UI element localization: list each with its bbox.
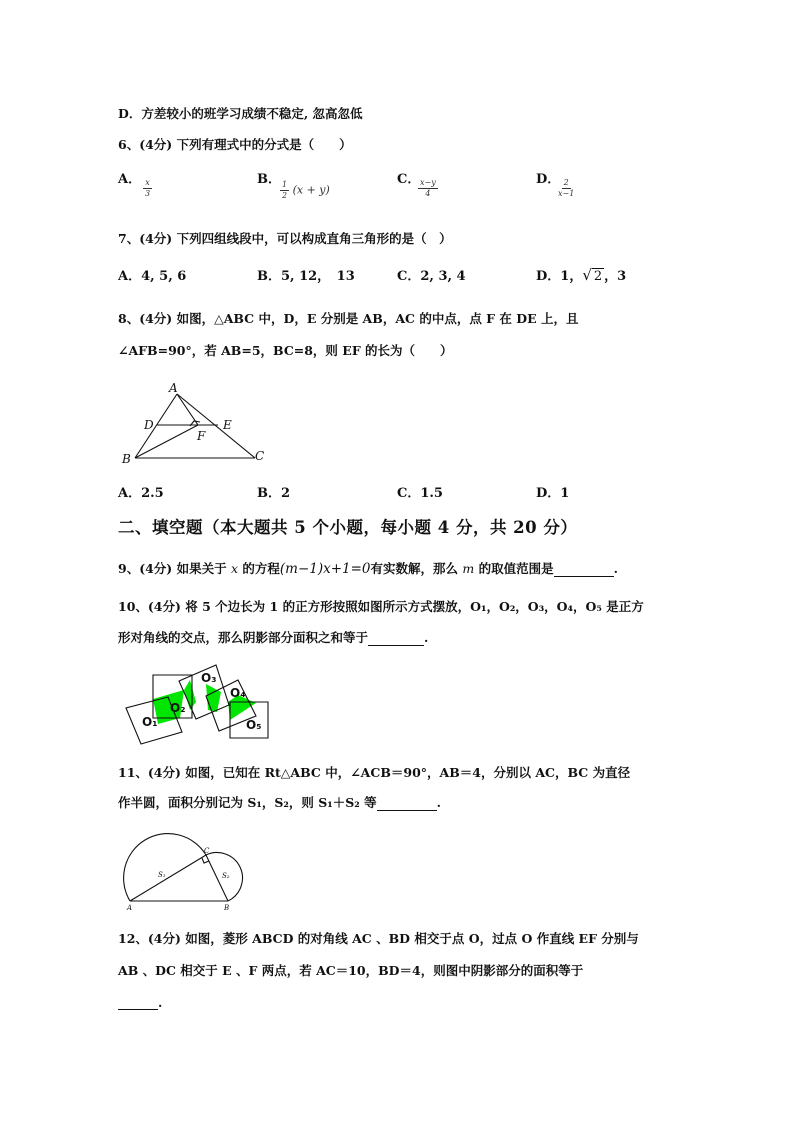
label-o1: O₁ xyxy=(142,715,158,729)
q10-squares-figure xyxy=(120,660,280,746)
q6-option-a: A． xyxy=(118,172,142,187)
q11-answer-blank[interactable] xyxy=(377,810,437,811)
label-a: A xyxy=(169,381,178,395)
q8-option-d: D．1 xyxy=(536,486,570,501)
label-s2: S₂ xyxy=(222,872,230,880)
q6-option-b: B． xyxy=(257,172,281,187)
q9-answer-blank[interactable] xyxy=(554,576,614,577)
q6-stem: 6、(4分) 下列有理式中的分式是（ ） xyxy=(118,137,352,152)
q8-line2: ∠AFB=90°，若 AB=5，BC=8，则 EF 的长为（ ） xyxy=(118,343,453,358)
q8-triangle-figure xyxy=(115,378,275,468)
q6-option-b-expr: $\frac{1}{2}$ (x + y) xyxy=(282,180,330,200)
segment-ac xyxy=(177,394,255,458)
label-b: B xyxy=(224,904,230,912)
label-o4: O₄ xyxy=(230,686,246,700)
label-o2: O₂ xyxy=(170,701,186,715)
q11-line1: 11、(4分) 如图，已知在 Rt△ABC 中，∠ACB＝90°，AB＝4，分别以 AC，BC 为直径 xyxy=(118,765,631,780)
label-e: E xyxy=(223,418,232,432)
label-s1: S₁ xyxy=(158,871,166,879)
q5-option-d: D．方差较小的班学习成绩不稳定, 忽高忽低 xyxy=(118,106,363,121)
shade-3 xyxy=(206,684,221,712)
q8-option-b: B．2 xyxy=(257,486,291,501)
q10-answer-blank[interactable] xyxy=(368,645,424,646)
q6-option-a-fraction: $\frac{x}{3}$ xyxy=(145,178,151,198)
label-o5: O₅ xyxy=(246,718,262,732)
q11-semicircles-figure xyxy=(118,832,273,914)
label-a: A xyxy=(127,904,133,912)
q6-option-d: D． xyxy=(536,172,561,187)
q12-answer-blank[interactable] xyxy=(118,1009,158,1010)
q12-line2: AB 、DC 相交于 E 、F 两点，若 AC＝10，BD＝4，则图中阴影部分的面积等于 xyxy=(118,963,584,978)
q8-option-a: A．2.5 xyxy=(118,486,164,501)
q7-stem: 7、(4分) 下列四组线段中，可以构成直角三角形的是（ ） xyxy=(118,231,452,246)
label-c: C xyxy=(204,847,210,855)
label-f: F xyxy=(197,429,206,443)
q12-line3: . xyxy=(118,995,162,1010)
q8-line1: 8、(4分) 如图，△ABC 中，D，E 分别是 AB，AC 的中点，点 F 在 DE 上，且 xyxy=(118,311,579,326)
q11-line2: 作半圆，面积分别记为 S₁，S₂，则 S₁＋S₂ 等 . xyxy=(118,795,441,810)
q12-line1: 12、(4分) 如图，菱形 ABCD 的对角线 AC 、BD 相交于点 O，过点 O 作直线 EF 分别与 xyxy=(118,931,639,946)
segment-ab xyxy=(135,394,177,458)
q8-option-c: C．1.5 xyxy=(397,486,443,501)
section-2-title: 二、填空题（本大题共 5 个小题，每小题 4 分，共 20 分） xyxy=(118,518,578,537)
q10-line2: 形对角线的交点，那么阴影部分面积之和等于 . xyxy=(118,630,429,645)
q6-option-c-fraction: $\frac{x-y}{4}$ xyxy=(420,178,436,198)
segment-af xyxy=(177,394,198,425)
q6-option-d-fraction: $\frac{2}{x-1}$ xyxy=(558,178,575,198)
q9-text: 9、(4分) 如果关于 x 的方程(m−1)x+1=0有实数解，那么 m 的取值范围是 . xyxy=(118,561,618,577)
q7-option-d: D．1，√ 2 ，3 xyxy=(536,266,627,284)
label-o3: O₃ xyxy=(201,671,217,685)
q7-option-b: B．5, 12， 13 xyxy=(257,269,355,284)
q6-option-c: C． xyxy=(397,172,421,187)
label-c: C xyxy=(255,449,265,463)
q7-option-c: C．2, 3, 4 xyxy=(397,269,466,284)
label-b: B xyxy=(122,452,131,466)
q10-line1: 10、(4分) 将 5 个边长为 1 的正方形按照如图所示方式摆放，O₁，O₂，O₃，O₄，O₅ 是正方 xyxy=(118,599,644,614)
segment-ac xyxy=(130,855,206,901)
label-d: D xyxy=(144,418,154,432)
semicircle-ac xyxy=(124,834,206,901)
q7-option-a: A．4, 5, 6 xyxy=(118,269,187,284)
